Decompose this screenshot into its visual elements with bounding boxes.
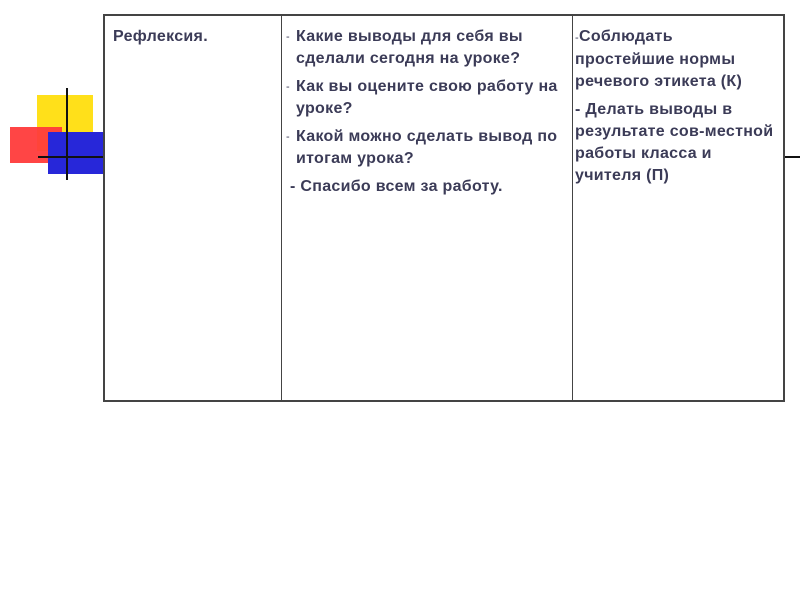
question-item [286, 26, 564, 70]
table-cell-title [105, 16, 282, 400]
outcome-text: Соблюдать простейшие нормы речевого этикета (К) [575, 28, 743, 90]
bullet-dash: - [286, 81, 290, 93]
question-text: Какие выводы для себя вы сделали сегодня на уроке? [296, 28, 523, 67]
thanks-text: - Спасибо всем за работу. [290, 178, 503, 195]
decor-vertical-line [66, 88, 68, 180]
bullet-dash: - [286, 31, 290, 43]
table-cell-questions [282, 16, 573, 400]
reflection-table [103, 14, 785, 402]
bullet-dash: - [286, 131, 290, 143]
bullet-dash: - [575, 32, 579, 44]
decor-blue-square [48, 132, 104, 174]
outcome-text: - Делать выводы в результате сов-местной работы класса и учителя (П) [575, 101, 774, 184]
question-item [286, 76, 564, 120]
outcome-item [575, 99, 775, 187]
question-text: Как вы оцените свою работу на уроке? [296, 78, 558, 117]
question-text: Какой можно сделать вывод по итогам урока? [296, 128, 558, 167]
table-cell-outcomes [573, 16, 783, 400]
row-title: Рефлексия. [113, 28, 208, 45]
outcome-item [575, 26, 775, 93]
question-item [286, 126, 564, 170]
